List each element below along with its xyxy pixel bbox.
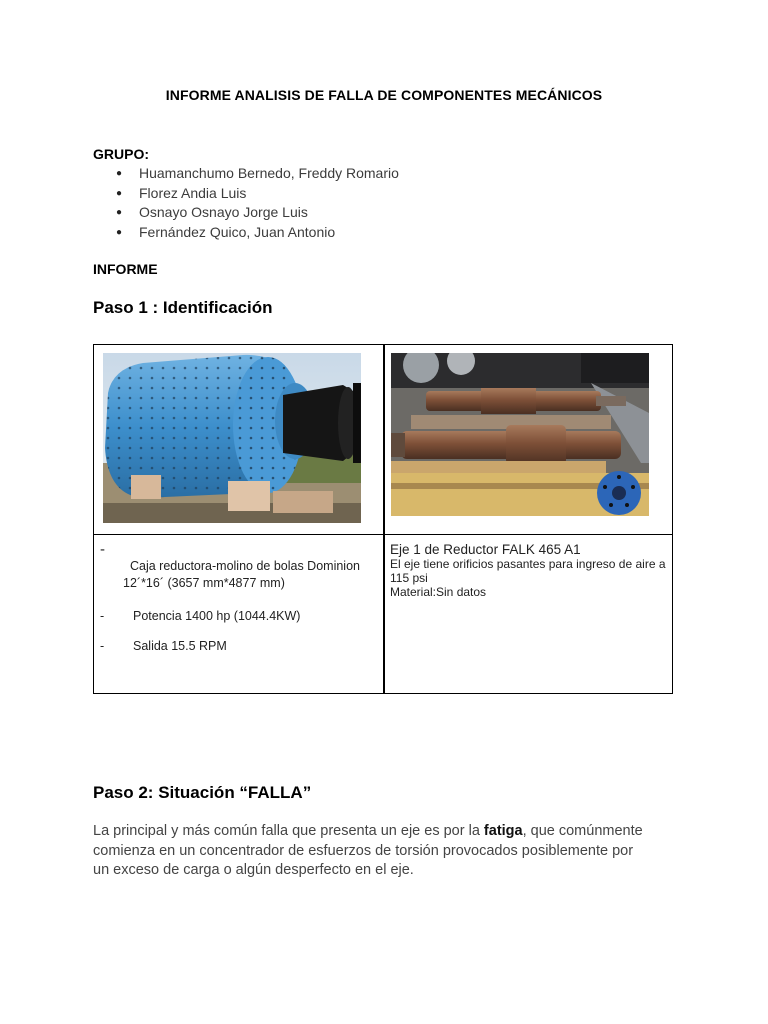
shaft-heading: Eje 1 de Reductor FALK 465 A1 xyxy=(390,542,581,557)
member-name: Fernández Quico, Juan Antonio xyxy=(139,223,336,240)
shaft-specs xyxy=(390,542,672,599)
list-item xyxy=(93,164,399,184)
spec-text: Caja reductora-molino de bolas Dominion xyxy=(130,559,360,573)
bullet-icon: ● xyxy=(116,207,123,219)
spec-dash: - xyxy=(100,639,105,653)
member-name: Florez Andia Luis xyxy=(139,184,247,201)
paragraph-text-continued: , que comúnmente comienza en un concentrador de esfuerzos de torsión provocados posiblemente por un exceso de carga o algún desperfecto en el eje. xyxy=(93,823,643,878)
spec-text: Potencia 1400 hp (1044.4KW) xyxy=(133,609,301,623)
group-label: GRUPO: xyxy=(93,146,149,162)
bullet-icon: ● xyxy=(116,187,123,199)
step2-heading: Paso 2: Situación “FALLA” xyxy=(93,783,312,802)
spec-dash: - xyxy=(100,609,105,623)
table-divider-horizontal xyxy=(94,534,672,535)
list-item xyxy=(93,184,399,204)
spec-text: Salida 15.5 RPM xyxy=(133,639,227,653)
step1-heading: Paso 1 : Identificación xyxy=(93,298,273,317)
document-title: INFORME ANALISIS DE FALLA DE COMPONENTES MECÁNICOS xyxy=(165,87,603,103)
member-name: Huamanchumo Bernedo, Freddy Romario xyxy=(139,165,399,181)
member-name: Osnayo Osnayo Jorge Luis xyxy=(139,204,308,221)
table-divider-vertical xyxy=(383,345,385,693)
spec-item xyxy=(100,639,380,659)
paragraph-emphasis: fatiga xyxy=(483,823,523,839)
identification-table xyxy=(93,344,673,694)
bullet-icon: ● xyxy=(116,226,123,238)
ball-mill-photo xyxy=(103,353,361,523)
bullet-icon: ● xyxy=(116,168,123,179)
report-label: INFORME xyxy=(93,261,158,277)
spec-dash: - xyxy=(100,541,105,558)
member-list xyxy=(93,164,399,242)
shaft-description: El eje tiene orificios pasantes para ingreso de aire a 115 psi xyxy=(390,557,666,585)
failure-paragraph xyxy=(93,822,653,881)
mill-specs xyxy=(100,541,380,659)
shaft-material: Material:Sin datos xyxy=(390,585,487,599)
spec-text-continued: 12´*16´ (3657 mm*4877 mm) xyxy=(123,576,285,590)
list-item xyxy=(93,223,399,243)
shaft-photo xyxy=(391,353,649,516)
paragraph-text: La principal y más común falla que presenta un eje es por la xyxy=(93,823,484,839)
spec-item xyxy=(100,541,380,590)
spec-item xyxy=(100,609,380,641)
list-item xyxy=(93,203,399,223)
